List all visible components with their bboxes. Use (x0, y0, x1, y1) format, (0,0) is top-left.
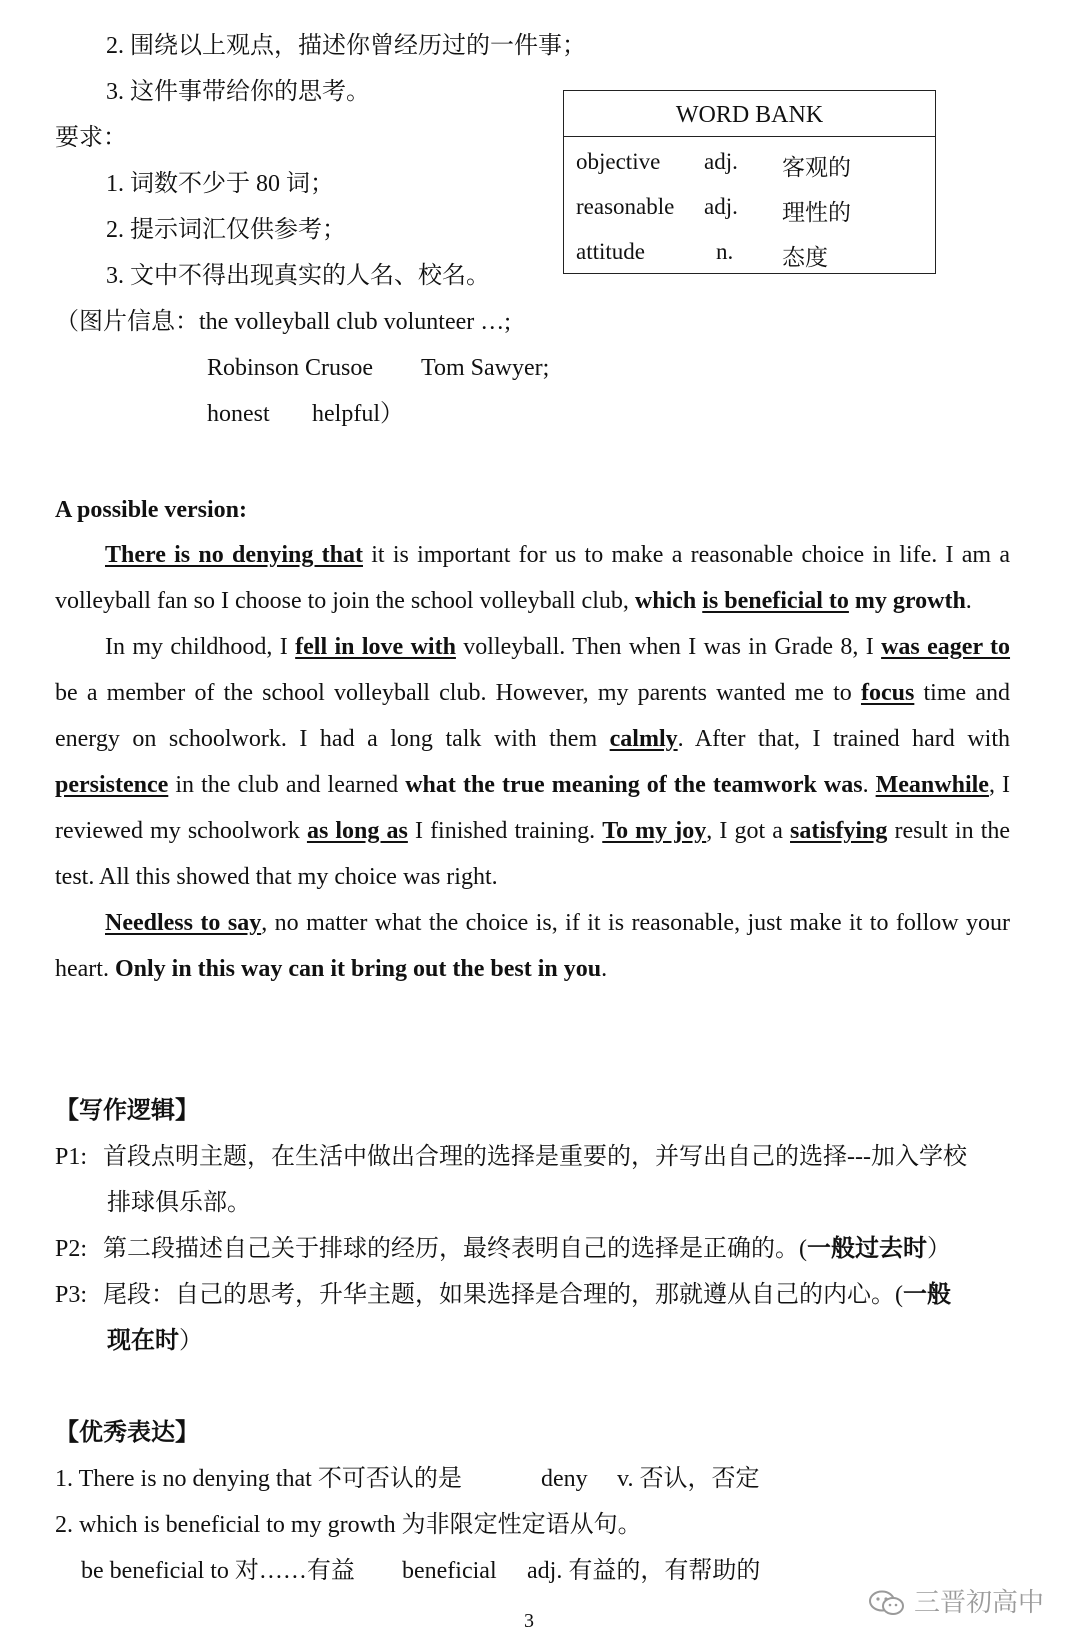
text-run: volleyball. Then when I was in Grade 8, I (455, 634, 882, 660)
phrase-highlight: fell in love with (295, 634, 456, 660)
phrase-highlight: focus (860, 680, 915, 706)
logic-p2-label: P2: (55, 1236, 88, 1262)
word-bank-pos: adj. (704, 149, 738, 174)
essay-body (55, 532, 1010, 992)
tense-label: 现在时 (107, 1328, 179, 1354)
word-bank-pos: adj. (704, 194, 738, 219)
text-run: be a member of the school volleyball club. However, my parents wanted me to (55, 680, 861, 706)
phrase-bold: my growth (848, 588, 966, 614)
word-bank-box (563, 90, 936, 274)
phrase-bold: what the true meaning of the teamwork was (405, 772, 863, 798)
text-run: . After that, I trained hard with (677, 726, 1010, 752)
logic-p3-line1 (103, 1281, 951, 1310)
image-info-robinson: Robinson Crusoe (207, 355, 374, 381)
logic-p3-label: P3: (55, 1282, 88, 1308)
requirement-3: 3. 文中不得出现真实的人名、校名。 (106, 263, 490, 289)
image-info-helpful: helpful） (312, 401, 404, 427)
phrase-highlight: persistence (55, 772, 169, 798)
word-bank-meaning: 理性的 (782, 200, 851, 225)
tense-label: 一般 (903, 1282, 951, 1308)
expression-1-word: deny (541, 1466, 588, 1492)
text-run: time and energy on schoolwork. I had a long talk with them (55, 680, 1010, 752)
expression-1: 1. There is no denying that 不可否认的是 (55, 1466, 462, 1492)
text-run: In my childhood, I (105, 634, 296, 660)
text-run: 第二段描述自己关于排球的经历，最终表明自己的选择是正确的。( (103, 1236, 807, 1262)
logic-heading: 【写作逻辑】 (55, 1098, 199, 1124)
expression-1-meaning: v. 否认，否定 (617, 1466, 760, 1492)
image-info-tom: Tom Sawyer; (421, 355, 550, 381)
image-info-honest: honest (207, 401, 270, 427)
wechat-icon (868, 1590, 906, 1616)
logic-p1-line2: 排球俱乐部。 (107, 1190, 251, 1216)
essay-paragraph-2 (55, 624, 1010, 900)
text-run: it is important for us to make a reasonable choice in life. I am a volleyball fan so I choose to join the school volleyball club, (55, 542, 1011, 614)
text-run: I finished training. (407, 818, 603, 844)
text-run: . (601, 956, 608, 982)
phrase-highlight: as long as (306, 818, 408, 844)
text-run: , I got a (706, 818, 791, 844)
essay-heading: A possible version: (55, 497, 248, 523)
essay-paragraph-1 (55, 532, 1010, 624)
tense-label: 一般过去时 (807, 1236, 927, 1262)
phrase-highlight: Needless to say (105, 910, 262, 936)
word-bank-title: WORD BANK (564, 91, 935, 137)
phrase-highlight: To my joy (602, 818, 707, 844)
logic-p1-line1: 首段点明主题，在生活中做出合理的选择是重要的，并写出自己的选择---加入学校 (103, 1144, 967, 1170)
phrase-bold: which (634, 588, 703, 614)
list-item-2: 2. 围绕以上观点，描述你曾经历过的一件事； (106, 33, 586, 59)
text-run: . (965, 588, 972, 614)
word-bank-word: attitude (576, 239, 645, 264)
text-run: in the club and learned (168, 772, 406, 798)
text-run: . (862, 772, 876, 798)
word-bank-word: objective (576, 149, 661, 174)
phrase-highlight: satisfying (790, 818, 888, 844)
watermark: 三晋初高中 (914, 1588, 1045, 1618)
requirement-2: 2. 提示词汇仅供参考； (106, 217, 346, 243)
text-run: , I reviewed my schoolwork (55, 772, 1011, 844)
expressions-heading: 【优秀表达】 (55, 1420, 199, 1446)
expression-2: 2. which is beneficial to my growth 为非限定性定语从句。 (55, 1512, 642, 1538)
text-run: ） (179, 1328, 203, 1354)
text-run: result in the test. All this showed that my choice was right. (55, 818, 1011, 890)
word-bank-pos: n. (716, 239, 734, 264)
text-run: , no matter what the choice is, if it is reasonable, just make it to follow your heart. (55, 910, 1010, 982)
page-number: 3 (524, 1610, 534, 1632)
requirement-1: 1. 词数不少于 80 词； (106, 171, 334, 197)
logic-p2-line (103, 1235, 951, 1264)
word-bank-word: reasonable (576, 194, 675, 219)
text-run: ） (927, 1236, 951, 1262)
expression-3-meaning: adj. 有益的，有帮助的 (527, 1558, 761, 1584)
phrase-highlight: is beneficial to (702, 588, 849, 614)
phrase-highlight: Meanwhile (875, 772, 989, 798)
list-item-3: 3. 这件事带给你的思考。 (106, 79, 370, 105)
word-bank-meaning: 态度 (782, 245, 828, 270)
word-bank-meaning: 客观的 (782, 155, 851, 180)
phrase-highlight: was eager to (881, 634, 1011, 660)
expression-3: be beneficial to 对……有益 (81, 1558, 355, 1584)
phrase-highlight: calmly (609, 726, 678, 752)
essay-paragraph-3 (55, 900, 1010, 992)
text-run: 尾段：自己的思考，升华主题，如果选择是合理的，那就遵从自己的内心。( (103, 1282, 903, 1308)
logic-p1-label: P1: (55, 1144, 88, 1170)
logic-p3-line2 (107, 1327, 203, 1356)
requirements-label: 要求： (55, 125, 127, 151)
phrase-highlight: There is no denying that (105, 542, 363, 568)
image-info-line1: （图片信息：the volleyball club volunteer …; (55, 309, 511, 335)
phrase-bold: Only in this way can it bring out the best in you (114, 956, 602, 982)
expression-3-word: beneficial (402, 1558, 497, 1584)
